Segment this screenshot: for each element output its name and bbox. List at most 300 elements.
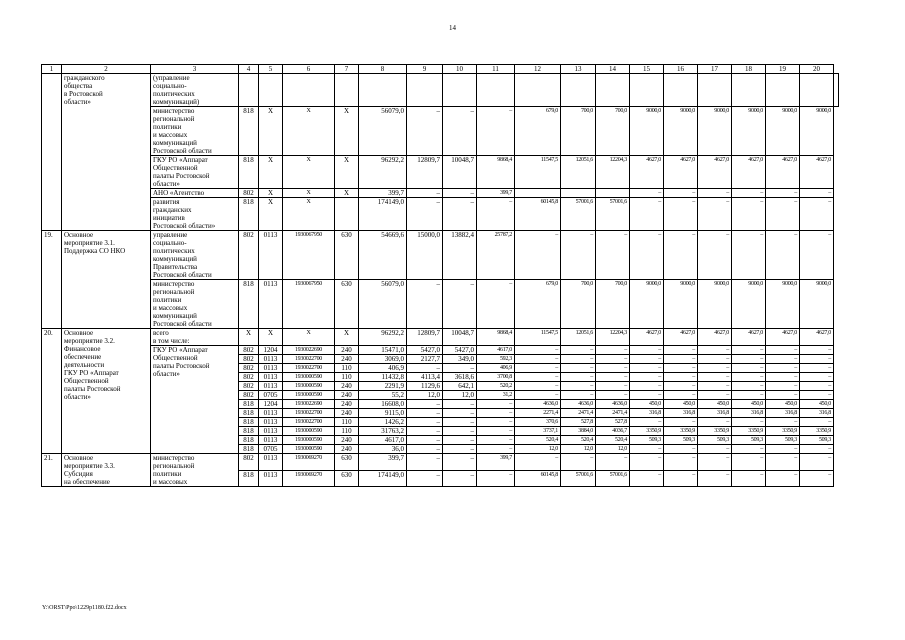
column-header: 4 — [239, 65, 259, 74]
value-cell: 316,8 — [732, 409, 766, 418]
value-cell: 450,0 — [698, 400, 732, 409]
table-row — [42, 280, 839, 329]
value-cell: 2127,7 — [407, 355, 443, 364]
value-cell: 240 — [335, 346, 359, 355]
column-header: 17 — [698, 65, 732, 74]
value-cell: 240 — [335, 445, 359, 454]
value-cell: – — [664, 346, 698, 355]
value-cell: 96292,2 — [359, 329, 407, 346]
value-cell: 56079,0 — [359, 107, 407, 156]
value-cell: 527,8 — [596, 418, 630, 427]
value-cell: – — [443, 470, 477, 487]
value-cell: 0113 — [259, 373, 283, 382]
value-cell — [335, 198, 359, 231]
value-cell: – — [732, 445, 766, 454]
item-number — [42, 74, 62, 231]
value-cell: – — [407, 470, 443, 487]
value-cell: – — [766, 198, 800, 231]
value-cell: 592,3 — [477, 355, 515, 364]
value-cell: – — [515, 391, 561, 400]
value-cell: – — [664, 198, 698, 231]
value-cell: 1930067950 — [283, 280, 335, 329]
value-cell: 12,0 — [561, 445, 596, 454]
value-cell: – — [407, 400, 443, 409]
value-cell: – — [698, 231, 732, 280]
value-cell: 679,0 — [515, 280, 561, 329]
value-cell: X — [283, 156, 335, 189]
value-cell: – — [596, 373, 630, 382]
value-cell: – — [664, 391, 698, 400]
value-cell: 0113 — [259, 355, 283, 364]
column-header: 7 — [335, 65, 359, 74]
value-cell: – — [732, 364, 766, 373]
value-cell: 5427,0 — [443, 346, 477, 355]
column-header: 18 — [732, 65, 766, 74]
value-cell: 1930022700 — [283, 364, 335, 373]
value-cell: 406,9 — [359, 364, 407, 373]
value-cell: – — [630, 364, 664, 373]
column-header: 16 — [664, 65, 698, 74]
value-cell: 240 — [335, 355, 359, 364]
value-cell — [664, 74, 698, 107]
value-cell: 11547,5 — [515, 156, 561, 189]
value-cell: 9868,4 — [477, 329, 515, 346]
value-cell: 0113 — [259, 280, 283, 329]
value-cell: – — [630, 373, 664, 382]
value-cell: 1930022690 — [283, 400, 335, 409]
executor-cell: всего в том числе: — [151, 329, 239, 346]
value-cell: 3884,0 — [561, 427, 596, 436]
value-cell — [239, 74, 259, 107]
value-cell — [732, 74, 766, 107]
value-cell: – — [515, 355, 561, 364]
value-cell: – — [515, 454, 561, 471]
activity-name: гражданского общества в Ростовской области» — [62, 74, 151, 231]
value-cell: 55,2 — [359, 391, 407, 400]
page-number: 14 — [449, 24, 456, 32]
value-cell: 9000,0 — [766, 280, 800, 329]
value-cell: – — [800, 346, 834, 355]
value-cell: 818 — [239, 409, 259, 418]
value-cell: 450,0 — [664, 400, 698, 409]
value-cell — [834, 74, 839, 107]
value-cell: – — [630, 391, 664, 400]
value-cell: 630 — [335, 470, 359, 487]
value-cell: 0113 — [259, 364, 283, 373]
value-cell: X — [335, 107, 359, 156]
value-cell: – — [477, 198, 515, 231]
value-cell: 3350,9 — [698, 427, 732, 436]
value-cell: 15000,0 — [407, 231, 443, 280]
executor-cell: министерство региональной политики и массовых коммуникаций Ростовской области — [151, 280, 239, 329]
value-cell: 802 — [239, 391, 259, 400]
value-cell: 316,8 — [766, 409, 800, 418]
value-cell: – — [800, 445, 834, 454]
value-cell: 349,0 — [443, 355, 477, 364]
value-cell: X — [283, 189, 335, 198]
value-cell: 1930069270 — [283, 454, 335, 471]
value-cell: – — [800, 418, 834, 427]
value-cell: 3350,9 — [766, 427, 800, 436]
value-cell: – — [800, 382, 834, 391]
value-cell: – — [477, 470, 515, 487]
value-cell: 9000,0 — [698, 107, 732, 156]
value-cell: – — [630, 470, 664, 487]
value-cell: 9115,0 — [359, 409, 407, 418]
value-cell: 4627,0 — [732, 329, 766, 346]
executor-cell: развития гражданских инициатив Ростовской области» — [151, 198, 239, 231]
value-cell: 3700,8 — [477, 373, 515, 382]
value-cell: 630 — [335, 454, 359, 471]
value-cell — [630, 74, 664, 107]
value-cell: – — [800, 373, 834, 382]
value-cell: 4627,0 — [630, 156, 664, 189]
value-cell: – — [596, 355, 630, 364]
value-cell: – — [732, 198, 766, 231]
value-cell: – — [443, 198, 477, 231]
value-cell: 700,0 — [561, 107, 596, 156]
value-cell: – — [596, 346, 630, 355]
value-cell: 527,8 — [561, 418, 596, 427]
value-cell — [800, 74, 834, 107]
value-cell — [477, 74, 515, 107]
value-cell: – — [698, 445, 732, 454]
value-cell: – — [766, 470, 800, 487]
value-cell: – — [630, 355, 664, 364]
value-cell: 1930000590 — [283, 427, 335, 436]
column-header: 2 — [62, 65, 151, 74]
value-cell — [283, 74, 335, 107]
value-cell: – — [515, 382, 561, 391]
value-cell: 700,0 — [596, 107, 630, 156]
value-cell: 2271,4 — [515, 409, 561, 418]
value-cell: – — [407, 427, 443, 436]
value-cell: 520,4 — [515, 436, 561, 445]
value-cell: 509,3 — [766, 436, 800, 445]
value-cell: – — [407, 364, 443, 373]
value-cell: – — [561, 373, 596, 382]
value-cell: – — [800, 470, 834, 487]
value-cell: 520,4 — [596, 436, 630, 445]
value-cell: – — [732, 418, 766, 427]
value-cell: 1930022690 — [283, 346, 335, 355]
value-cell: 399,7 — [477, 454, 515, 471]
value-cell: 370,6 — [515, 418, 561, 427]
value-cell: 2471,4 — [596, 409, 630, 418]
value-cell: – — [698, 355, 732, 364]
value-cell: – — [732, 454, 766, 471]
value-cell: – — [407, 189, 443, 198]
value-cell: 0113 — [259, 427, 283, 436]
value-cell — [515, 189, 561, 198]
value-cell: X — [259, 189, 283, 198]
value-cell: – — [698, 382, 732, 391]
value-cell: 802 — [239, 355, 259, 364]
value-cell: 316,8 — [800, 409, 834, 418]
value-cell: – — [443, 280, 477, 329]
value-cell: 3350,9 — [664, 427, 698, 436]
value-cell: 10048,7 — [443, 329, 477, 346]
value-cell: – — [800, 231, 834, 280]
value-cell: 1930000590 — [283, 436, 335, 445]
value-cell: 818 — [239, 436, 259, 445]
column-header: 13 — [561, 65, 596, 74]
value-cell: – — [443, 400, 477, 409]
value-cell: – — [698, 364, 732, 373]
value-cell: 9000,0 — [732, 280, 766, 329]
value-cell: 12204,3 — [596, 156, 630, 189]
value-cell: – — [732, 355, 766, 364]
value-cell: 520,4 — [561, 436, 596, 445]
value-cell: 11547,5 — [515, 329, 561, 346]
value-cell: 3350,9 — [732, 427, 766, 436]
value-cell — [698, 74, 732, 107]
value-cell: – — [477, 436, 515, 445]
value-cell: 31763,2 — [359, 427, 407, 436]
value-cell: – — [766, 231, 800, 280]
column-header: 9 — [407, 65, 443, 74]
value-cell — [359, 74, 407, 107]
value-cell: – — [407, 409, 443, 418]
value-cell — [515, 74, 561, 107]
value-cell: 4627,0 — [698, 329, 732, 346]
value-cell: – — [596, 391, 630, 400]
column-header: 12 — [515, 65, 561, 74]
value-cell: 1930000590 — [283, 382, 335, 391]
footer-file-path: Y:\ORST\Ppo\1229p1180.f22.docx — [42, 605, 127, 611]
value-cell: – — [515, 231, 561, 280]
value-cell: – — [766, 346, 800, 355]
value-cell: – — [561, 454, 596, 471]
value-cell: – — [407, 198, 443, 231]
executor-cell: АНО «Агентство — [151, 189, 239, 198]
value-cell: 15471,0 — [359, 346, 407, 355]
value-cell: 12204,3 — [596, 329, 630, 346]
value-cell: – — [732, 373, 766, 382]
value-cell: 2471,4 — [561, 409, 596, 418]
value-cell: 4113,4 — [407, 373, 443, 382]
value-cell: 406,9 — [477, 364, 515, 373]
value-cell: – — [698, 346, 732, 355]
value-cell: 12,0 — [596, 445, 630, 454]
value-cell: – — [732, 470, 766, 487]
program-table — [41, 64, 839, 487]
executor-cell: ГКУ РО «Аппарат Общественной палаты Ростовской области» — [151, 156, 239, 189]
value-cell: – — [443, 364, 477, 373]
column-header: 8 — [359, 65, 407, 74]
value-cell: 60145,8 — [515, 198, 561, 231]
value-cell: 642,1 — [443, 382, 477, 391]
value-cell: – — [766, 189, 800, 198]
value-cell: 12,0 — [407, 391, 443, 400]
value-cell: – — [596, 382, 630, 391]
value-cell: 1204 — [259, 346, 283, 355]
table-row — [42, 346, 839, 355]
value-cell: 4627,0 — [800, 156, 834, 189]
value-cell: 240 — [335, 409, 359, 418]
value-cell: 4036,7 — [596, 427, 630, 436]
value-cell: 0113 — [259, 409, 283, 418]
value-cell: 0113 — [259, 470, 283, 487]
value-cell: – — [561, 346, 596, 355]
value-cell: 240 — [335, 436, 359, 445]
value-cell: 0113 — [259, 382, 283, 391]
executor-cell: управление социально- политических коммуникаций Правительства Ростовской области — [151, 231, 239, 280]
value-cell: X — [335, 189, 359, 198]
value-cell: – — [664, 470, 698, 487]
value-cell: – — [766, 418, 800, 427]
value-cell: – — [698, 391, 732, 400]
column-header: 11 — [477, 65, 515, 74]
value-cell: 1930067950 — [283, 231, 335, 280]
value-cell: 509,3 — [630, 436, 664, 445]
value-cell: – — [407, 418, 443, 427]
value-cell: X — [259, 156, 283, 189]
value-cell: – — [732, 189, 766, 198]
value-cell: – — [443, 189, 477, 198]
item-number: 20. — [42, 329, 62, 454]
value-cell: 802 — [239, 382, 259, 391]
value-cell: 3350,9 — [630, 427, 664, 436]
value-cell: – — [443, 436, 477, 445]
value-cell: 3737,1 — [515, 427, 561, 436]
value-cell: 802 — [239, 373, 259, 382]
value-cell: 240 — [335, 382, 359, 391]
value-cell: – — [443, 454, 477, 471]
value-cell: 399,7 — [359, 189, 407, 198]
column-header: 19 — [766, 65, 800, 74]
value-cell: 240 — [335, 391, 359, 400]
value-cell: 802 — [239, 189, 259, 198]
value-cell: 4636,0 — [515, 400, 561, 409]
value-cell: – — [732, 382, 766, 391]
value-cell: – — [477, 107, 515, 156]
value-cell: – — [630, 189, 664, 198]
value-cell: 802 — [239, 454, 259, 471]
value-cell: X — [259, 198, 283, 231]
value-cell: 1930022700 — [283, 418, 335, 427]
value-cell: 9000,0 — [664, 107, 698, 156]
value-cell: 1930000590 — [283, 391, 335, 400]
value-cell: 1930022700 — [283, 355, 335, 364]
value-cell: – — [630, 445, 664, 454]
value-cell: 4617,0 — [359, 436, 407, 445]
value-cell — [596, 189, 630, 198]
value-cell: 110 — [335, 427, 359, 436]
value-cell: 4627,0 — [766, 156, 800, 189]
value-cell: 4627,0 — [766, 329, 800, 346]
value-cell: 110 — [335, 418, 359, 427]
column-header: 1 — [42, 65, 62, 74]
value-cell: – — [561, 391, 596, 400]
value-cell: – — [630, 346, 664, 355]
value-cell: 818 — [239, 400, 259, 409]
value-cell: 818 — [239, 418, 259, 427]
value-cell: 818 — [239, 280, 259, 329]
value-cell: 818 — [239, 445, 259, 454]
value-cell: 12051,6 — [561, 329, 596, 346]
value-cell: 3069,0 — [359, 355, 407, 364]
value-cell: 57001,6 — [561, 198, 596, 231]
value-cell: – — [766, 391, 800, 400]
value-cell — [561, 189, 596, 198]
value-cell: X — [283, 198, 335, 231]
table-row — [42, 231, 839, 280]
activity-name: Основное мероприятие 3.1. Поддержка СО НКО — [62, 231, 151, 329]
executor-cell: (управление социально- политических коммуникаций) — [151, 74, 239, 107]
value-cell: X — [283, 107, 335, 156]
value-cell: 1204 — [259, 400, 283, 409]
value-cell: 700,0 — [596, 280, 630, 329]
value-cell: – — [630, 231, 664, 280]
column-header: 3 — [151, 65, 239, 74]
value-cell: X — [283, 329, 335, 346]
value-cell: – — [664, 382, 698, 391]
value-cell: – — [515, 346, 561, 355]
value-cell: – — [800, 189, 834, 198]
value-cell: – — [664, 445, 698, 454]
value-cell: 802 — [239, 364, 259, 373]
value-cell: – — [407, 280, 443, 329]
column-header: 6 — [283, 65, 335, 74]
value-cell: 174149,0 — [359, 198, 407, 231]
table-row — [42, 189, 839, 198]
value-cell: – — [443, 445, 477, 454]
item-number: 19. — [42, 231, 62, 329]
value-cell: 9868,4 — [477, 156, 515, 189]
value-cell: 399,7 — [359, 454, 407, 471]
value-cell: – — [407, 454, 443, 471]
value-cell: 450,0 — [800, 400, 834, 409]
value-cell: 4617,0 — [477, 346, 515, 355]
value-cell: 9000,0 — [630, 107, 664, 156]
value-cell: – — [477, 418, 515, 427]
value-cell: 10048,7 — [443, 156, 477, 189]
header-row — [42, 65, 839, 74]
value-cell: – — [477, 445, 515, 454]
value-cell: 174149,0 — [359, 470, 407, 487]
activity-name: Основное мероприятие 3.2. Финансовое обеспечение деятельности ГКУ РО «Аппарат Общественной палаты Ростовской области» — [62, 329, 151, 454]
value-cell: 630 — [335, 280, 359, 329]
value-cell: 316,8 — [698, 409, 732, 418]
value-cell: – — [766, 355, 800, 364]
table-row — [42, 107, 839, 156]
value-cell: – — [407, 107, 443, 156]
value-cell: 316,8 — [664, 409, 698, 418]
column-header: 14 — [596, 65, 630, 74]
value-cell: 4627,0 — [732, 156, 766, 189]
value-cell: 316,8 — [630, 409, 664, 418]
item-number: 21. — [42, 454, 62, 487]
value-cell: – — [664, 454, 698, 471]
value-cell: 2291,9 — [359, 382, 407, 391]
value-cell: 60145,8 — [515, 470, 561, 487]
value-cell: – — [630, 454, 664, 471]
value-cell: – — [477, 409, 515, 418]
value-cell: 9000,0 — [630, 280, 664, 329]
value-cell: – — [732, 391, 766, 400]
value-cell: 0113 — [259, 231, 283, 280]
value-cell: – — [407, 445, 443, 454]
value-cell: – — [630, 418, 664, 427]
value-cell: 818 — [239, 107, 259, 156]
value-cell: 12051,6 — [561, 156, 596, 189]
value-cell: 0113 — [259, 418, 283, 427]
executor-cell: ГКУ РО «Аппарат Общественной палаты Ростовской области» — [151, 346, 239, 454]
value-cell: – — [664, 364, 698, 373]
value-cell: 1426,2 — [359, 418, 407, 427]
value-cell: 110 — [335, 373, 359, 382]
